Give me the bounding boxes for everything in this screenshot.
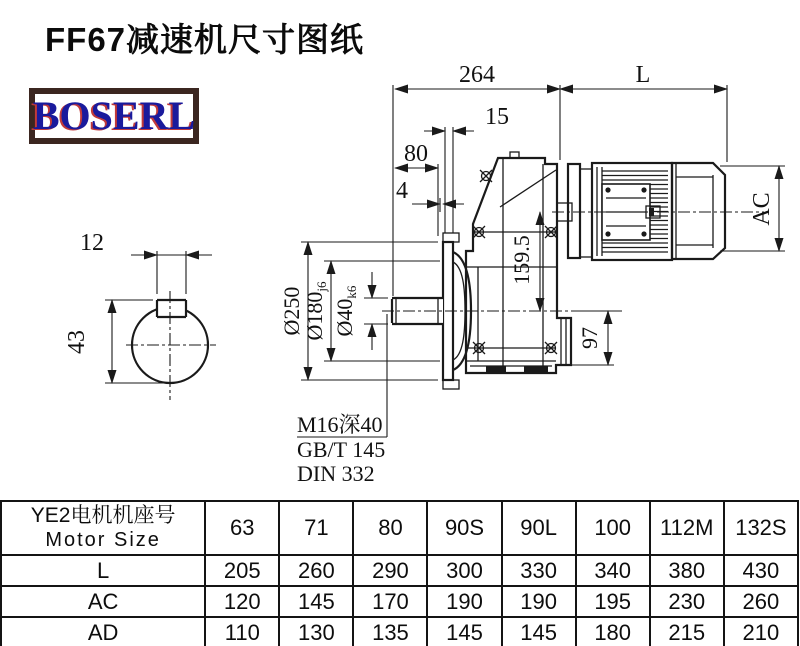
table-cell: 135 [353,617,427,646]
dim-AC: AC [749,192,775,226]
table-cell: 330 [502,555,576,586]
table-cell: 130 [279,617,353,646]
table-cell: 260 [724,586,798,617]
dim-keyway-width: 12 [80,230,104,256]
table-cell: 215 [650,617,724,646]
table-cell: 120 [205,586,279,617]
brand-logo-text: BOSERL [32,93,196,138]
motor-size-table [0,500,799,646]
bolt-icon [473,342,485,354]
dim-key-height: 43 [64,330,90,354]
dim-250: Ø250 [279,286,304,336]
note-din: DIN 332 [297,461,375,486]
table-cell: 430 [724,555,798,586]
dim-40: Ø40k6 [332,285,359,337]
bolt-icon [545,342,557,354]
table-cell: 260 [279,555,353,586]
table-row [1,617,798,646]
gear-unit-view [279,62,785,486]
table-cell: 290 [353,555,427,586]
dim-L: L [635,62,651,88]
bolt-icon [545,226,557,238]
table-col-header: 112M [650,501,724,555]
table-cell: 145 [279,586,353,617]
dim-180: Ø180j6 [302,281,329,341]
table-cell: 145 [502,617,576,646]
table-col-header: 90S [427,501,501,555]
table-cell: 210 [724,617,798,646]
bolt-icon [480,170,492,182]
page-title: FF67减速机尺寸图纸 [45,21,365,58]
row-label: AC [1,586,205,617]
dim-264: 264 [459,62,495,88]
table-col-header: 63 [205,501,279,555]
table-header-motor-size [1,501,205,555]
table-cell: 190 [427,586,501,617]
note-gb: GB/T 145 [297,437,386,462]
table-col-header: 80 [353,501,427,555]
shaft-section-view [64,230,216,400]
dimensions [279,62,785,486]
table-cell: 205 [205,555,279,586]
table-col-header: 90L [502,501,576,555]
table-row [1,555,798,586]
note-thread: M16深40 [297,412,383,437]
table-cell: 145 [427,617,501,646]
row-label: AD [1,617,205,646]
header-en: Motor Size [45,528,161,551]
dim-159-5: 159.5 [509,235,534,285]
header-cn: YE2电机机座号 [30,504,176,528]
dim-15: 15 [485,104,509,130]
table-cell: 195 [576,586,650,617]
table-cell: 170 [353,586,427,617]
dim-97: 97 [577,327,602,349]
table-cell: 300 [427,555,501,586]
table-col-header: 100 [576,501,650,555]
table-col-header: 71 [279,501,353,555]
table-cell: 110 [205,617,279,646]
table-col-header: 132S [724,501,798,555]
row-label: L [1,555,205,586]
bolt-icon [473,226,485,238]
table-cell: 230 [650,586,724,617]
table-cell: 340 [576,555,650,586]
fan-cowl [672,163,725,259]
table-row [1,586,798,617]
dim-4: 4 [396,178,408,204]
table-cell: 180 [576,617,650,646]
dim-80: 80 [404,141,428,167]
table-cell: 380 [650,555,724,586]
table-cell: 190 [502,586,576,617]
